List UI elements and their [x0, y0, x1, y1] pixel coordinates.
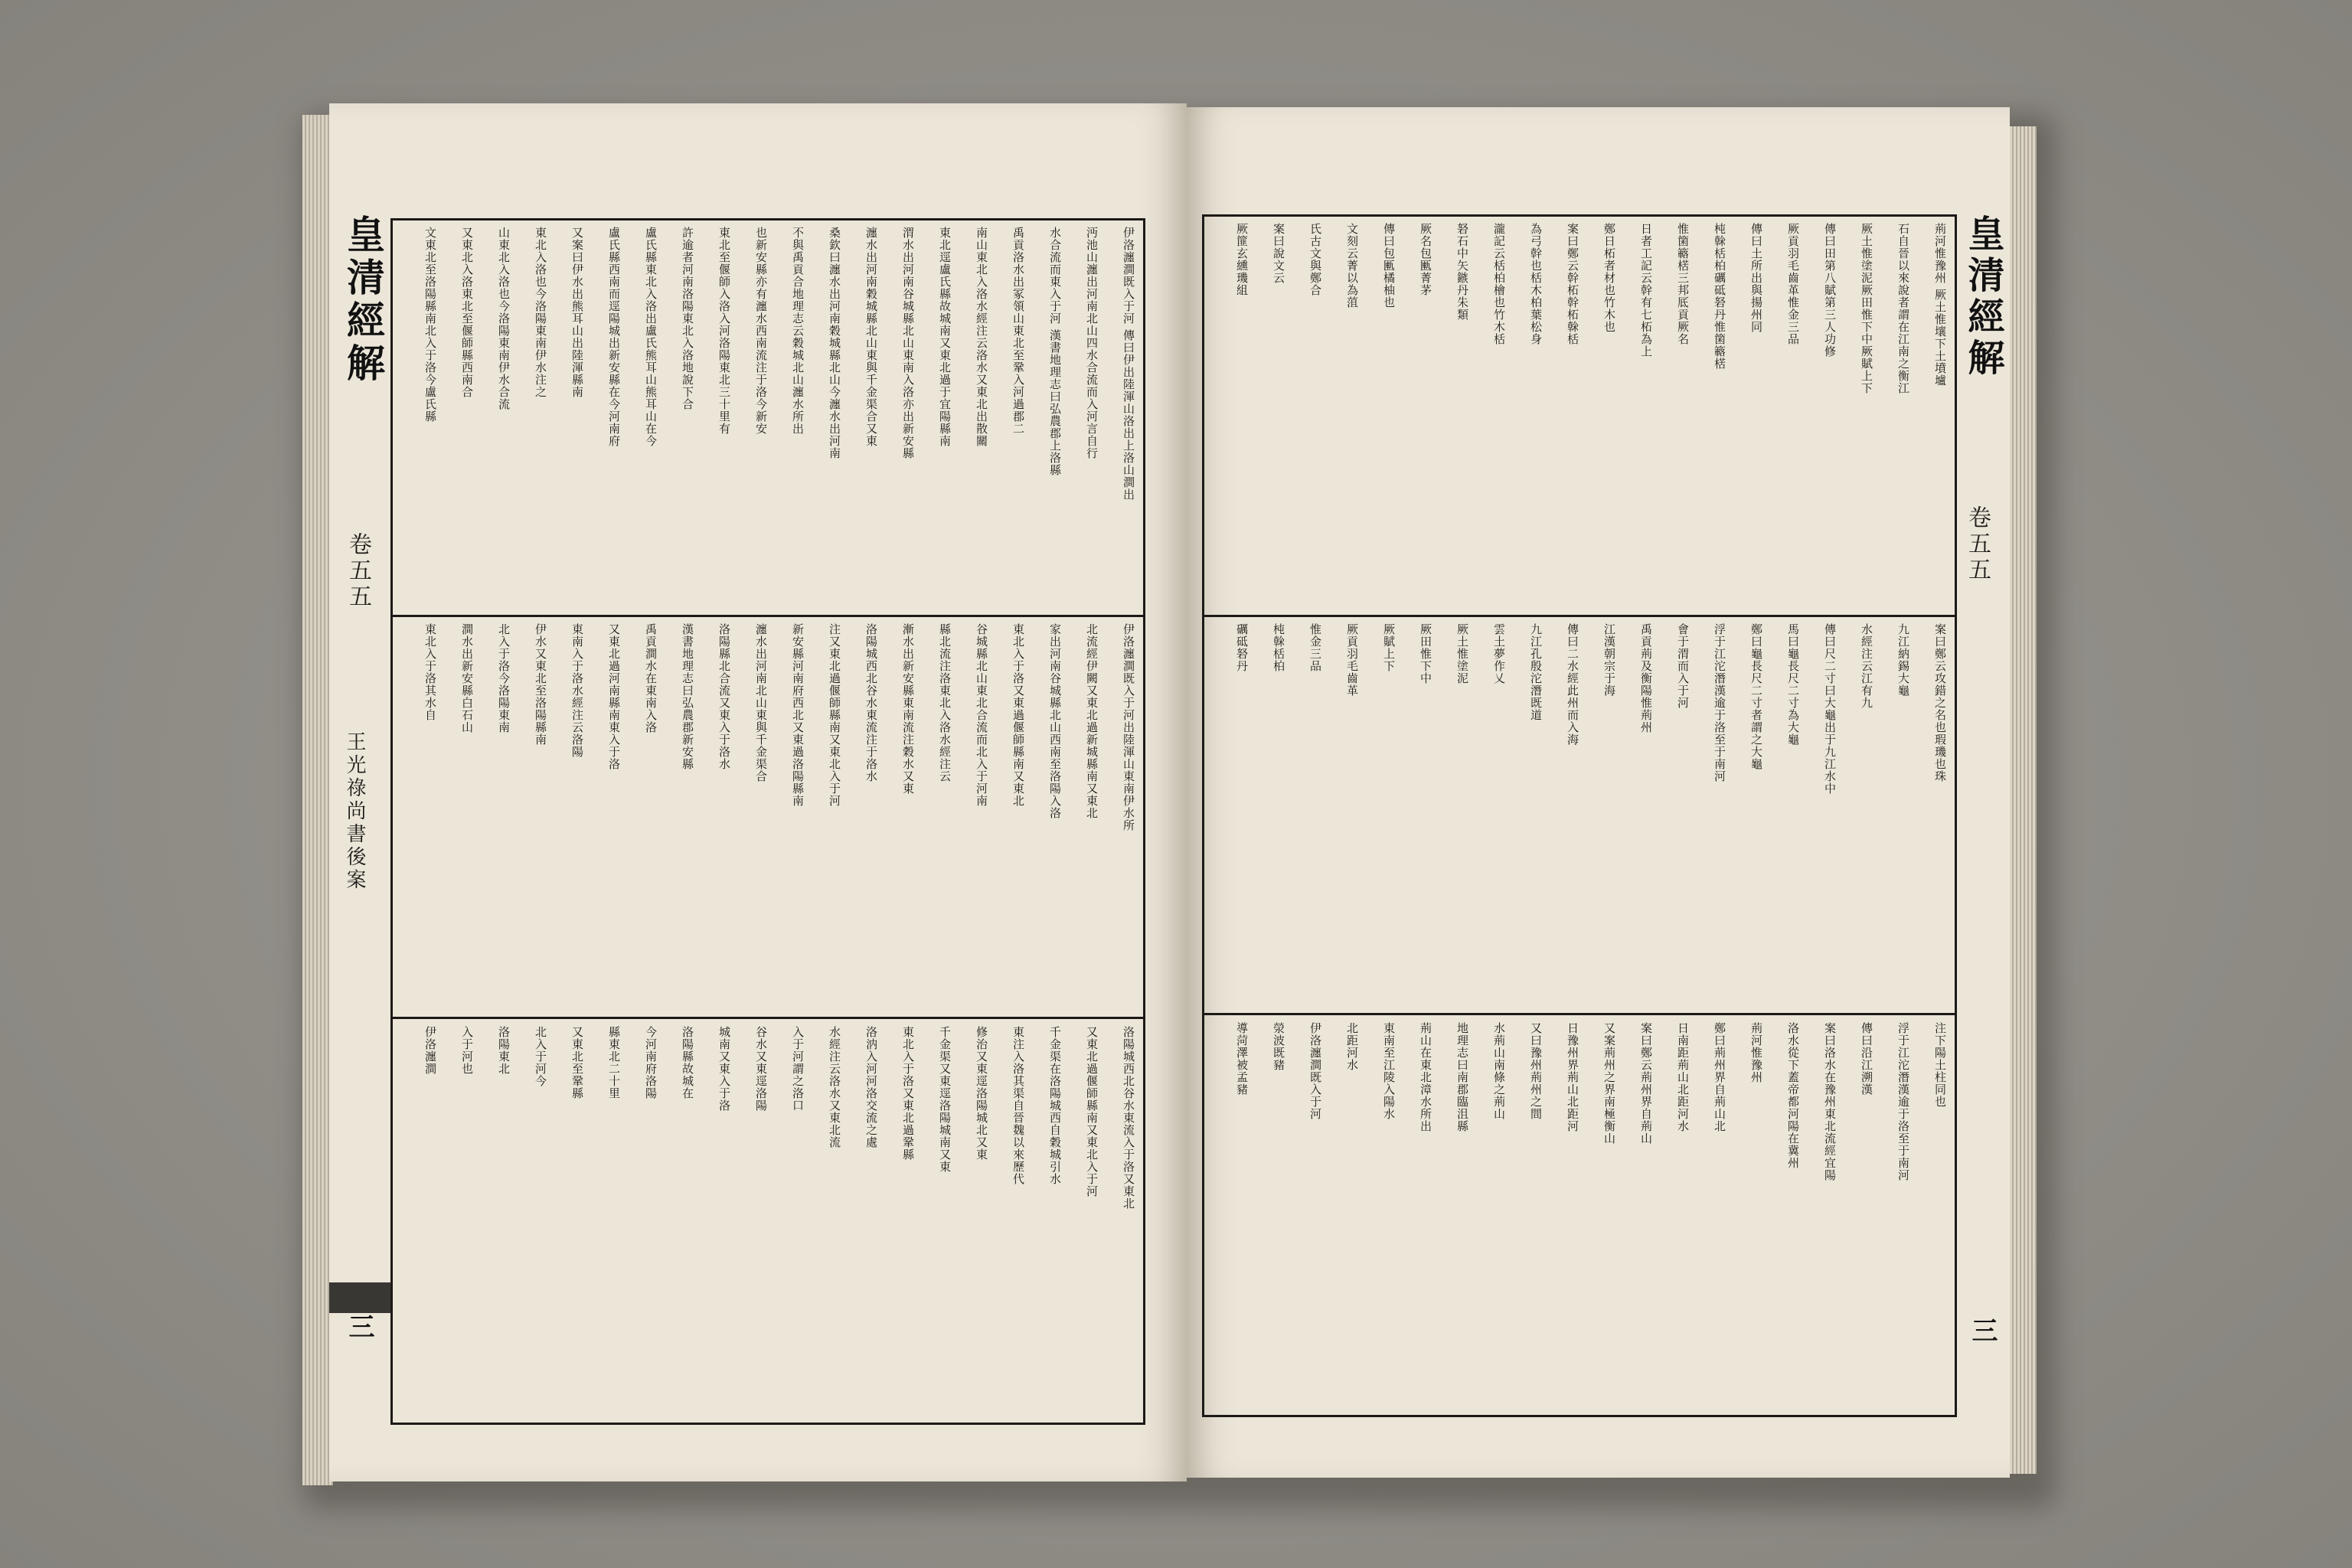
text-column: 文刻云菁以為菹 — [1345, 223, 1359, 309]
text-column: 伊洛瀍澗 — [423, 1026, 437, 1075]
text-column: 瀍水出河南穀城縣北山東與千金渠合又東 — [864, 227, 878, 447]
text-column: 傳曰二水經此州而入海 — [1566, 623, 1579, 746]
right-header-title: 皇清經解 — [1962, 214, 2004, 380]
text-column: 又東北過河南縣南東入于洛 — [607, 623, 621, 770]
text-column: 日者工記云幹有七柘為上 — [1639, 223, 1653, 358]
left-author-line: 王光祿尚書後案 — [343, 731, 366, 892]
text-column: 厥貢羽毛齒革 — [1345, 623, 1359, 697]
text-column: 北距河水 — [1345, 1022, 1359, 1071]
text-column: 日豫州界荊山北距河 — [1566, 1022, 1579, 1132]
text-column: 文東北至洛陽縣南北入于洛今盧氏縣 — [423, 227, 437, 423]
text-column: 修治又東逕洛陽城北又東 — [975, 1026, 988, 1161]
text-column: 盧氏縣東北入洛出盧氏熊耳山熊耳山在今 — [644, 227, 658, 447]
text-column: 伊洛瀍澗既入于河 傳曰伊出陸渾山洛出上洛山澗出 — [1122, 227, 1135, 501]
text-column: 千金渠在洛陽城西自穀城引水 — [1048, 1026, 1062, 1185]
text-column: 雲土夢作乂 — [1492, 623, 1506, 684]
text-column: 礪砥砮丹 — [1235, 623, 1249, 672]
text-column: 案曰鄭云荊州界自荊山 — [1639, 1022, 1653, 1145]
left-page — [329, 103, 1187, 1481]
text-column: 東北入于洛其水自 — [423, 623, 437, 721]
text-column: 厥篚玄纁璣組 — [1235, 223, 1249, 296]
text-column: 東南入于洛水經注云洛陽 — [570, 623, 584, 758]
text-column: 案曰洛水在豫州東北流經宜陽 — [1823, 1022, 1837, 1181]
text-column: 瀍水出河南北山東與千金渠合 — [754, 623, 768, 782]
left-bottom-band — [399, 1026, 1137, 1415]
text-column: 洛陽城西北谷水東流注于洛水 — [864, 623, 878, 782]
text-column: 地理志曰南郡臨沮縣 — [1455, 1022, 1469, 1132]
text-column: 東北入于洛又東過偃師縣南又東北 — [1011, 623, 1025, 807]
text-column: 伊水又東北至洛陽縣南 — [534, 623, 547, 746]
band-divider-2 — [393, 1017, 1143, 1019]
band-divider-2 — [1204, 1013, 1955, 1015]
text-column: 厥貢羽毛齒革惟金三品 — [1786, 223, 1800, 345]
text-column: 禹貢荊及衡陽惟荊州 — [1639, 623, 1653, 733]
text-column: 又東北過偃師縣南又東北入于河 — [1085, 1026, 1099, 1197]
text-column: 厥名包匭菁茅 — [1419, 223, 1432, 296]
text-column: 入于河謂之洛口 — [791, 1026, 805, 1112]
text-column: 洛陽城西北谷水東流入于洛又東北 — [1122, 1026, 1135, 1210]
left-middle-band — [399, 623, 1137, 1011]
text-column: 沔池山瀍出河南北山四水合流而入河言自行 — [1085, 227, 1099, 459]
text-column: 南山東北入洛水經注云洛水又東北出散關 — [975, 227, 988, 447]
text-column: 洛陽縣北合流又東入于洛水 — [717, 623, 731, 770]
text-column: 澗水出新安縣白石山 — [460, 623, 474, 733]
text-column: 傳曰田第八賦第三人功修 — [1823, 223, 1837, 358]
text-column: 又案曰伊水出熊耳山出陸渾縣南 — [570, 227, 584, 398]
text-column: 洛汭入河河洛交流之處 — [864, 1026, 878, 1148]
left-volume-mark: 卷五五 — [345, 532, 371, 610]
text-column: 東北至偃師入洛入河洛陽東北三十里有 — [717, 227, 731, 435]
text-column: 漸水出新安縣東南流注穀水又東 — [901, 623, 915, 795]
right-text-frame — [1202, 214, 1957, 1417]
text-column: 許逾者河南洛陽東北入洛地說下合 — [681, 227, 694, 410]
text-column: 水合流而東入于河 漢書地理志曰弘農郡上洛縣 — [1048, 227, 1062, 476]
text-column: 惟箘簵楛三邦厎貢厥名 — [1676, 223, 1690, 345]
text-column: 漢書地理志曰弘農郡新安縣 — [681, 623, 694, 770]
text-column: 禹貢澗水在東南入洛 — [644, 623, 658, 733]
text-column: 厥土惟塗泥厥田惟下中厥賦上下 — [1860, 223, 1873, 394]
text-column: 北入于洛今洛陽東南 — [497, 623, 511, 733]
text-column: 水荊山南條之荊山 — [1492, 1022, 1506, 1120]
text-column: 谷城縣北山東北合流而北入于河南 — [975, 623, 988, 807]
text-column: 九江孔殷沱潛既道 — [1529, 623, 1543, 721]
text-column: 案曰鄭云幹柘幹柘榦栝 — [1566, 223, 1579, 345]
text-column: 縣東北二十里 — [607, 1026, 621, 1099]
text-column: 渭水出河南谷城縣北山東南入洛亦出新安縣 — [901, 227, 915, 459]
right-folio-number: 三 — [1967, 1317, 1998, 1343]
text-column: 縣北流注洛東北入洛水經注云 — [938, 623, 952, 782]
text-column: 北流經伊闕又東北過新城縣南又東北 — [1085, 623, 1099, 819]
text-column: 入于河也 — [460, 1026, 474, 1075]
text-column: 盧氏縣西南而逕陽城出新安縣在今河南府 — [607, 227, 621, 447]
text-column: 新安縣河南府西北又東過洛陽縣南 — [791, 623, 805, 807]
left-top-band — [399, 227, 1137, 609]
text-column: 水經注云江有九 — [1860, 623, 1873, 709]
text-column: 導菏澤被孟豬 — [1235, 1022, 1249, 1096]
text-column: 會于渭而入于河 — [1676, 623, 1690, 709]
text-column: 東南至江陵入陽水 — [1382, 1022, 1396, 1120]
text-column: 又東北入洛東北至偃師縣西南合 — [460, 227, 474, 398]
text-column: 荊山在東北漳水所出 — [1419, 1022, 1432, 1132]
text-column: 伊洛瀍澗既入于河 — [1308, 1022, 1322, 1120]
right-volume-mark: 卷五五 — [1964, 505, 1991, 583]
text-column: 山東北入洛也今洛陽東南伊水合流 — [497, 227, 511, 410]
text-column: 也新安縣亦有瀍水西南流注于洛今新安 — [754, 227, 768, 435]
left-page-edges — [302, 115, 333, 1485]
right-page — [1187, 107, 2010, 1478]
text-column: 江漢朝宗于海 — [1602, 623, 1616, 697]
right-top-band — [1210, 223, 1949, 609]
right-bottom-band — [1210, 1022, 1949, 1407]
text-column: 家出河南谷城縣北山西南至洛陽入洛 — [1048, 623, 1062, 819]
text-column: 今河南府洛陽 — [644, 1026, 658, 1099]
text-column: 傳曰尺二寸曰大龜出于九江水中 — [1823, 623, 1837, 795]
text-column: 谷水又東逕洛陽 — [754, 1026, 768, 1112]
text-column: 又東北至鞏縣 — [570, 1026, 584, 1099]
text-column: 洛水從下蓋帝都河陽在冀州 — [1786, 1022, 1800, 1169]
text-column: 傳曰沿江溯漢 — [1860, 1022, 1873, 1096]
text-column: 厥賦上下 — [1382, 623, 1396, 672]
text-column: 千金渠又東逕洛陽城南又東 — [938, 1026, 952, 1173]
text-column: 又案荊州之界南極衡山 — [1602, 1022, 1616, 1145]
text-column: 石自晉以來說者謂在江南之衡江 — [1896, 223, 1910, 394]
text-column: 桑欽曰瀍水出河南穀城縣北山今瀍水出河南 — [828, 227, 841, 459]
text-column: 杶榦栝柏 — [1272, 623, 1285, 672]
text-column: 伊洛瀍澗既入于河出陸渾山東南伊水所 — [1122, 623, 1135, 831]
text-column: 九江納錫大龜 — [1896, 623, 1910, 697]
text-column: 瀧記云栝柏檜也竹木栝 — [1492, 223, 1506, 345]
text-column: 案曰鄭云攻錯之名也瑕璣也珠 — [1933, 623, 1947, 782]
text-column: 滎波既豬 — [1272, 1022, 1285, 1071]
text-column: 城南又東入于洛 — [717, 1026, 731, 1112]
text-column: 傳曰包匭橘柚也 — [1382, 223, 1396, 309]
left-folio-number: 三 — [344, 1313, 374, 1339]
text-column: 馬曰龜長尺二寸為大龜 — [1786, 623, 1800, 746]
text-column: 荊河惟豫州 — [1749, 1022, 1763, 1083]
text-column: 東注入洛其渠自晉魏以來歷代 — [1011, 1026, 1025, 1185]
band-divider-1 — [393, 615, 1143, 617]
text-column: 洛陽東北 — [497, 1026, 511, 1075]
text-column: 荊河惟豫州 厥土惟壤下土墳壚 — [1933, 223, 1947, 387]
text-column: 鄭曰龜長尺二寸者謂之大龜 — [1749, 623, 1763, 770]
text-column: 為弓幹也栝木柏葉松身 — [1529, 223, 1543, 345]
text-column: 東北逕盧氏縣故城南又東北過于宜陽縣南 — [938, 227, 952, 447]
text-column: 案曰說文云 — [1272, 223, 1285, 284]
text-column: 浮于江沱潛漢逾于洛至于南河 — [1896, 1022, 1910, 1181]
ink-bleed-mark — [329, 1282, 390, 1313]
text-column: 不與禹貢合地理志云穀城北山瀍水所出 — [791, 227, 805, 435]
text-column: 東北入洛也今洛陽東南伊水注之 — [534, 227, 547, 398]
text-column: 禹貢洛水出冢領山東北至鞏入河過郡二 — [1011, 227, 1025, 435]
text-column: 鄭曰荊州界自荊山北 — [1713, 1022, 1726, 1132]
text-column: 又曰豫州荊州之間 — [1529, 1022, 1543, 1120]
text-column: 日南距荊山北距河水 — [1676, 1022, 1690, 1132]
text-column: 水經注云洛水又東北流 — [828, 1026, 841, 1148]
text-column: 鄭日柘者材也竹木也 — [1602, 223, 1616, 333]
text-column: 洛陽縣故城在 — [681, 1026, 694, 1099]
text-column: 浮于江沱潛漢逾于洛至于南河 — [1713, 623, 1726, 782]
text-column: 注下陽土柱同也 — [1933, 1022, 1947, 1108]
text-column: 厥土惟塗泥 — [1455, 623, 1469, 684]
text-column: 厥田惟下中 — [1419, 623, 1432, 684]
right-middle-band — [1210, 623, 1949, 1008]
text-column: 注又東北過偃師縣南又東北入于河 — [828, 623, 841, 807]
text-column: 傳曰土所出與揚州同 — [1749, 223, 1763, 333]
left-header-title: 皇清經解 — [341, 214, 386, 386]
text-column: 惟金三品 — [1308, 623, 1322, 672]
text-column: 氏古文與鄭合 — [1308, 223, 1322, 296]
left-text-frame — [390, 218, 1145, 1425]
band-divider-1 — [1204, 615, 1955, 617]
text-column: 杶榦栝柏礪砥砮丹惟箘簵楛 — [1713, 223, 1726, 370]
text-column: 北入于河今 — [534, 1026, 547, 1087]
text-column: 東北入于洛又東北過鞏縣 — [901, 1026, 915, 1161]
text-column: 砮石中矢鏃丹朱類 — [1455, 223, 1469, 321]
